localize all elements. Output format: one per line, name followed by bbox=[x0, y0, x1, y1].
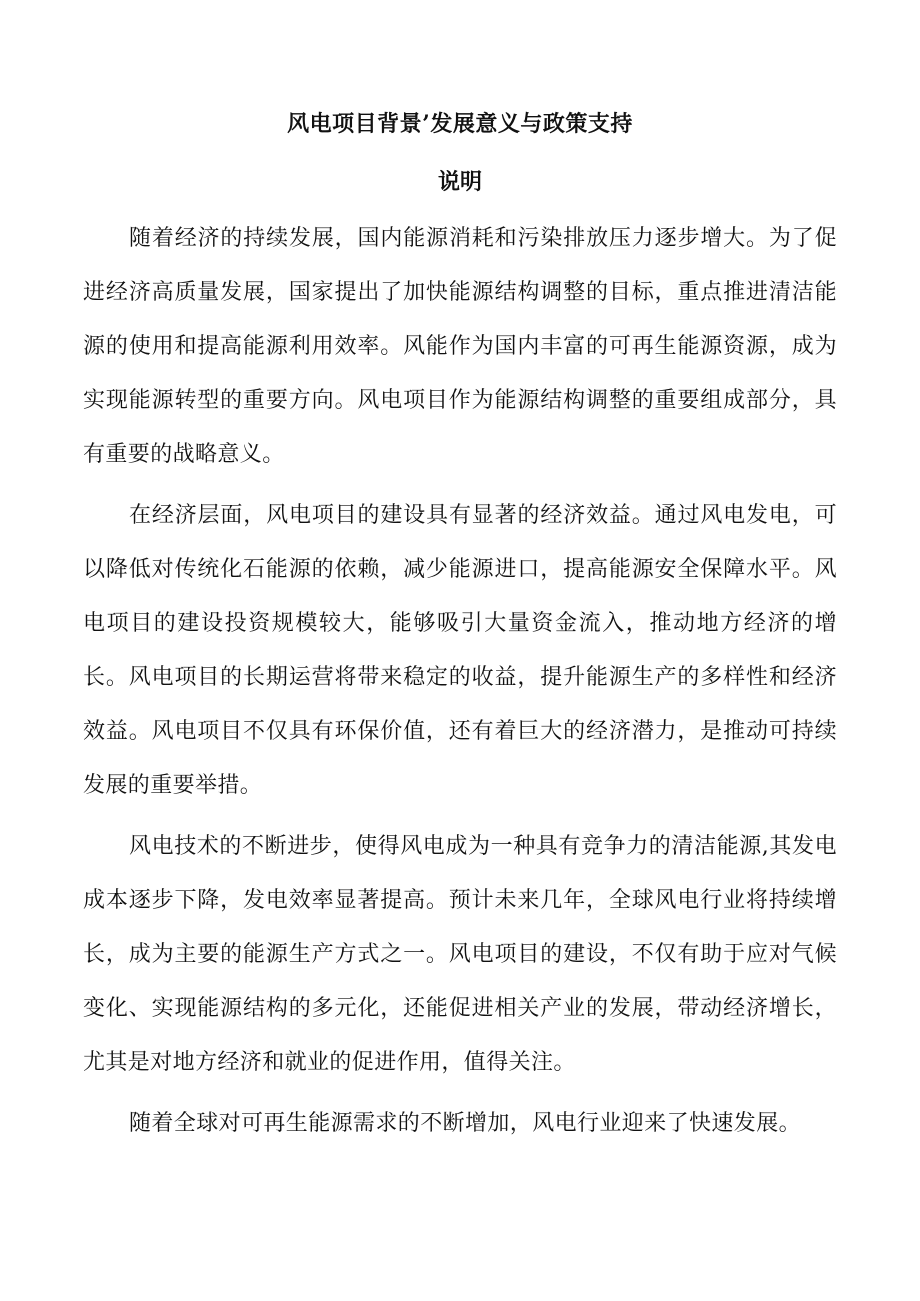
document-body bbox=[83, 212, 837, 1151]
section-heading: 说明 bbox=[437, 169, 482, 195]
paragraph-4: 随着全球对可再生能源需求的不断增加，风电行业迎来了快速发展。 bbox=[129, 1111, 802, 1136]
document-title: 风电项目背景’发展意义与政策支持 bbox=[287, 111, 633, 137]
paragraph-3: 风电技术的不断进步，使得风电成为一种具有竞争力的清洁能源,其发电成本逐步下降，发电效率显著提高。预计未来几年，全球风电行业将持续增长，成为主要的能源生产方式之一。风电项目的建设，不仅有助于应对气候变化、实现能源结构的多元化，还能促进相关产业的发展，带动经济增长，尤其是对地方经济和就业的促进作用，值得关注。 bbox=[83, 834, 837, 1075]
paragraph-2: 在经济层面，风电项目的建设具有显著的经济效益。通过风电发电，可以降低对传统化石能源的依赖，减少能源进口，提高能源安全保障水平。风电项目的建设投资规模较大，能够吸引大量资金流入，推动地方经济的增长。风电项目的长期运营将带来稳定的收益，提升能源生产的多样性和经济效益。风电项目不仅具有环保价值，还有着巨大的经济潜力，是推动可持续发展的重要举措。 bbox=[83, 503, 837, 798]
paragraph-1: 随着经济的持续发展，国内能源消耗和污染排放压力逐步增大。为了促进经济高质量发展，国家提出了加快能源结构调整的目标，重点推进清洁能源的使用和提高能源利用效率。风能作为国内丰富的可再生能源资源，成为实现能源转型的重要方向。风电项目作为能源结构调整的重要组成部分，具有重要的战略意义。 bbox=[83, 226, 837, 467]
